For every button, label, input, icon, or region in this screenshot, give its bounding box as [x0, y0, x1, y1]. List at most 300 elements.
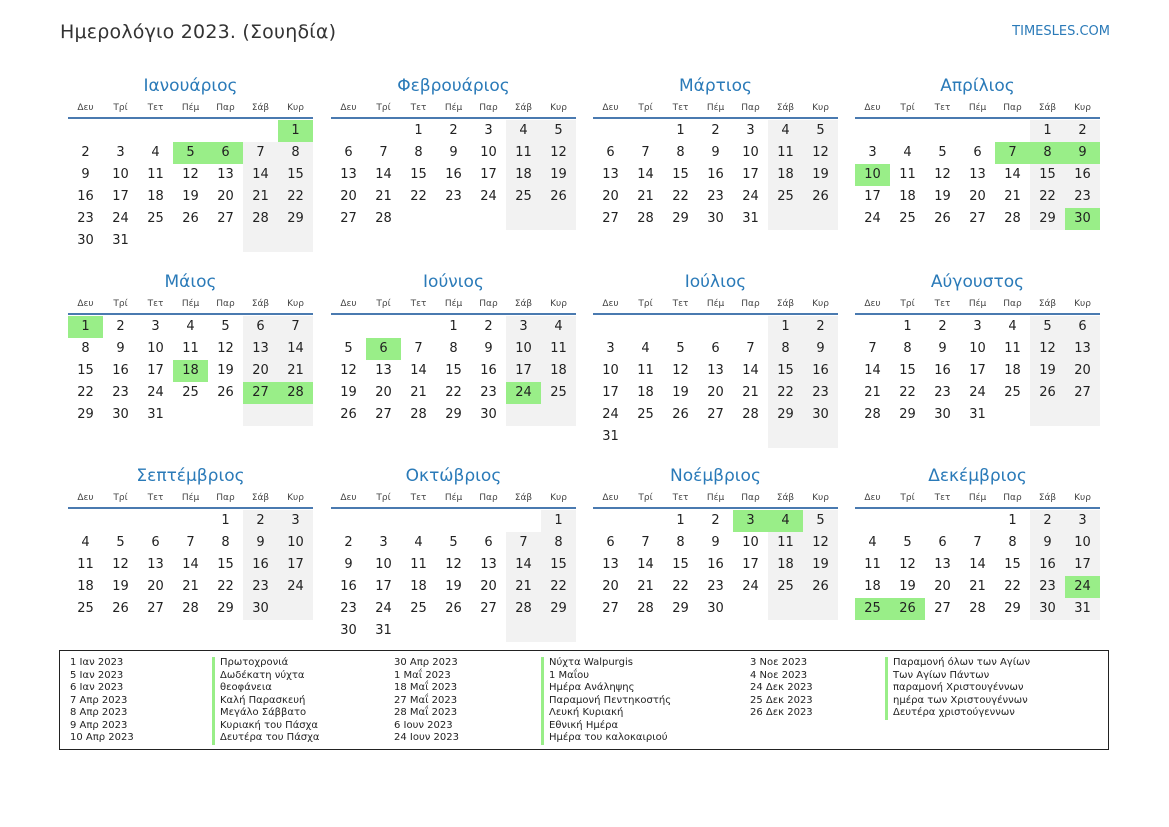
- day-cell[interactable]: 4: [641, 341, 650, 356]
- day-cell[interactable]: 6: [208, 142, 243, 164]
- day-cell[interactable]: 26: [803, 576, 838, 598]
- day-cell[interactable]: 25: [768, 186, 803, 208]
- day-cell[interactable]: 1: [676, 513, 685, 528]
- day-cell[interactable]: 29: [672, 601, 689, 616]
- day-cell[interactable]: 18: [410, 579, 427, 594]
- day-cell[interactable]: 30: [707, 211, 724, 226]
- day-cell[interactable]: 5: [344, 341, 353, 356]
- day-cell[interactable]: 6: [151, 535, 160, 550]
- day-cell[interactable]: 7: [278, 316, 313, 338]
- day-cell[interactable]: 20: [340, 189, 357, 204]
- day-cell[interactable]: 23: [340, 601, 357, 616]
- day-cell[interactable]: 8: [1008, 535, 1017, 550]
- day-cell[interactable]: 6: [484, 535, 493, 550]
- day-cell[interactable]: 24: [742, 579, 759, 594]
- day-cell[interactable]: 24: [864, 211, 881, 226]
- day-cell[interactable]: 3: [868, 145, 877, 160]
- day-cell[interactable]: 29: [445, 407, 462, 422]
- day-cell[interactable]: 9: [243, 532, 278, 554]
- day-cell[interactable]: 14: [375, 167, 392, 182]
- day-cell[interactable]: 16: [707, 167, 724, 182]
- day-cell[interactable]: 18: [768, 164, 803, 186]
- day-cell[interactable]: 9: [1065, 142, 1100, 164]
- day-cell[interactable]: 22: [768, 382, 803, 404]
- day-cell[interactable]: 15: [672, 167, 689, 182]
- day-cell[interactable]: 2: [484, 319, 493, 334]
- day-cell[interactable]: 22: [410, 189, 427, 204]
- day-cell[interactable]: 31: [602, 429, 619, 444]
- day-cell[interactable]: 11: [768, 532, 803, 554]
- day-cell[interactable]: 1: [449, 319, 458, 334]
- day-cell[interactable]: 28: [637, 601, 654, 616]
- day-cell[interactable]: 7: [186, 535, 195, 550]
- day-cell[interactable]: 13: [147, 557, 164, 572]
- day-cell[interactable]: 15: [77, 363, 94, 378]
- day-cell[interactable]: 19: [934, 189, 951, 204]
- day-cell[interactable]: 14: [182, 557, 199, 572]
- day-cell[interactable]: 24: [969, 385, 986, 400]
- day-cell[interactable]: 6: [1065, 316, 1100, 338]
- day-cell[interactable]: 22: [1004, 579, 1021, 594]
- day-cell[interactable]: 6: [606, 535, 615, 550]
- day-cell[interactable]: 1: [541, 510, 576, 532]
- day-cell[interactable]: 26: [803, 186, 838, 208]
- day-cell[interactable]: 27: [480, 601, 497, 616]
- day-cell[interactable]: 28: [637, 211, 654, 226]
- day-cell[interactable]: 12: [934, 167, 951, 182]
- day-cell[interactable]: 17: [147, 363, 164, 378]
- day-cell[interactable]: 13: [602, 557, 619, 572]
- day-cell[interactable]: 20: [707, 385, 724, 400]
- day-cell[interactable]: 18: [1004, 363, 1021, 378]
- day-cell[interactable]: 4: [414, 535, 423, 550]
- day-cell[interactable]: 30: [1065, 208, 1100, 230]
- day-cell[interactable]: 21: [375, 189, 392, 204]
- day-cell[interactable]: 24: [480, 189, 497, 204]
- day-cell[interactable]: 8: [1030, 142, 1065, 164]
- day-cell[interactable]: 15: [278, 164, 313, 186]
- day-cell[interactable]: 13: [707, 363, 724, 378]
- day-cell[interactable]: 4: [1008, 319, 1017, 334]
- day-cell[interactable]: 17: [742, 167, 759, 182]
- day-cell[interactable]: 27: [340, 211, 357, 226]
- day-cell[interactable]: 27: [969, 211, 986, 226]
- day-cell[interactable]: 11: [864, 557, 881, 572]
- day-cell[interactable]: 14: [278, 338, 313, 360]
- day-cell[interactable]: 3: [379, 535, 388, 550]
- day-cell[interactable]: 7: [973, 535, 982, 550]
- day-cell[interactable]: 12: [182, 167, 199, 182]
- day-cell[interactable]: 21: [969, 579, 986, 594]
- day-cell[interactable]: 21: [243, 186, 278, 208]
- day-cell[interactable]: 16: [340, 579, 357, 594]
- day-cell[interactable]: 27: [375, 407, 392, 422]
- day-cell[interactable]: 16: [1030, 554, 1065, 576]
- day-cell[interactable]: 24: [602, 407, 619, 422]
- day-cell[interactable]: 7: [995, 142, 1030, 164]
- day-cell[interactable]: 2: [116, 319, 125, 334]
- day-cell[interactable]: 6: [366, 338, 401, 360]
- day-cell[interactable]: 14: [243, 164, 278, 186]
- day-cell[interactable]: 28: [742, 407, 759, 422]
- day-cell[interactable]: 11: [637, 363, 654, 378]
- day-cell[interactable]: 1: [221, 513, 230, 528]
- day-cell[interactable]: 18: [768, 554, 803, 576]
- day-cell[interactable]: 10: [969, 341, 986, 356]
- day-cell[interactable]: 10: [1065, 532, 1100, 554]
- day-cell[interactable]: 19: [672, 385, 689, 400]
- day-cell[interactable]: 27: [602, 601, 619, 616]
- day-cell[interactable]: 17: [375, 579, 392, 594]
- site-link[interactable]: TIMESLES.COM: [1012, 24, 1110, 39]
- day-cell[interactable]: 12: [803, 532, 838, 554]
- day-cell[interactable]: 3: [746, 123, 755, 138]
- day-cell[interactable]: 29: [768, 404, 803, 426]
- day-cell[interactable]: 23: [934, 385, 951, 400]
- day-cell[interactable]: 24: [506, 382, 541, 404]
- day-cell[interactable]: 11: [182, 341, 199, 356]
- day-cell[interactable]: 24: [375, 601, 392, 616]
- day-cell[interactable]: 13: [217, 167, 234, 182]
- day-cell[interactable]: 2: [81, 145, 90, 160]
- day-cell[interactable]: 20: [602, 189, 619, 204]
- day-cell[interactable]: 5: [676, 341, 685, 356]
- day-cell[interactable]: 3: [973, 319, 982, 334]
- day-cell[interactable]: 22: [278, 186, 313, 208]
- day-cell[interactable]: 26: [934, 211, 951, 226]
- day-cell[interactable]: 15: [217, 557, 234, 572]
- day-cell[interactable]: 29: [77, 407, 94, 422]
- day-cell[interactable]: 30: [480, 407, 497, 422]
- day-cell[interactable]: 10: [855, 164, 890, 186]
- day-cell[interactable]: 20: [1065, 360, 1100, 382]
- day-cell[interactable]: 13: [602, 167, 619, 182]
- day-cell[interactable]: 4: [768, 120, 803, 142]
- day-cell[interactable]: 29: [672, 211, 689, 226]
- day-cell[interactable]: 3: [484, 123, 493, 138]
- day-cell[interactable]: 10: [278, 532, 313, 554]
- day-cell[interactable]: 12: [340, 363, 357, 378]
- day-cell[interactable]: 3: [278, 510, 313, 532]
- day-cell[interactable]: 5: [1030, 316, 1065, 338]
- day-cell[interactable]: 9: [449, 145, 458, 160]
- day-cell[interactable]: 28: [410, 407, 427, 422]
- day-cell[interactable]: 2: [803, 316, 838, 338]
- day-cell[interactable]: 10: [147, 341, 164, 356]
- day-cell[interactable]: 20: [969, 189, 986, 204]
- day-cell[interactable]: 20: [480, 579, 497, 594]
- day-cell[interactable]: 16: [707, 557, 724, 572]
- day-cell[interactable]: 4: [506, 120, 541, 142]
- day-cell[interactable]: 13: [969, 167, 986, 182]
- day-cell[interactable]: 26: [1030, 382, 1065, 404]
- day-cell[interactable]: 11: [541, 338, 576, 360]
- day-cell[interactable]: 13: [340, 167, 357, 182]
- day-cell[interactable]: 30: [707, 601, 724, 616]
- day-cell[interactable]: 1: [676, 123, 685, 138]
- day-cell[interactable]: 30: [77, 233, 94, 248]
- day-cell[interactable]: 26: [672, 407, 689, 422]
- day-cell[interactable]: 23: [77, 211, 94, 226]
- day-cell[interactable]: 8: [903, 341, 912, 356]
- day-cell[interactable]: 9: [344, 557, 353, 572]
- day-cell[interactable]: 9: [81, 167, 90, 182]
- day-cell[interactable]: 13: [480, 557, 497, 572]
- day-cell[interactable]: 4: [868, 535, 877, 550]
- day-cell[interactable]: 9: [484, 341, 493, 356]
- day-cell[interactable]: 17: [864, 189, 881, 204]
- day-cell[interactable]: 31: [112, 233, 129, 248]
- day-cell[interactable]: 23: [243, 576, 278, 598]
- day-cell[interactable]: 19: [541, 164, 576, 186]
- day-cell[interactable]: 2: [938, 319, 947, 334]
- day-cell[interactable]: 7: [641, 145, 650, 160]
- day-cell[interactable]: 7: [414, 341, 423, 356]
- day-cell[interactable]: 2: [711, 513, 720, 528]
- day-cell[interactable]: 4: [768, 510, 803, 532]
- day-cell[interactable]: 30: [340, 623, 357, 638]
- day-cell[interactable]: 19: [803, 554, 838, 576]
- day-cell[interactable]: 19: [112, 579, 129, 594]
- day-cell[interactable]: 30: [243, 598, 278, 620]
- day-cell[interactable]: 16: [243, 554, 278, 576]
- day-cell[interactable]: 21: [637, 579, 654, 594]
- day-cell[interactable]: 17: [1065, 554, 1100, 576]
- day-cell[interactable]: 19: [803, 164, 838, 186]
- day-cell[interactable]: 19: [1030, 360, 1065, 382]
- day-cell[interactable]: 24: [742, 189, 759, 204]
- day-cell[interactable]: 15: [410, 167, 427, 182]
- day-cell[interactable]: 5: [221, 319, 230, 334]
- day-cell[interactable]: 9: [711, 535, 720, 550]
- day-cell[interactable]: 15: [672, 557, 689, 572]
- day-cell[interactable]: 27: [147, 601, 164, 616]
- day-cell[interactable]: 12: [217, 341, 234, 356]
- day-cell[interactable]: 15: [541, 554, 576, 576]
- day-cell[interactable]: 22: [445, 385, 462, 400]
- day-cell[interactable]: 6: [344, 145, 353, 160]
- day-cell[interactable]: 11: [410, 557, 427, 572]
- day-cell[interactable]: 6: [711, 341, 720, 356]
- day-cell[interactable]: 25: [506, 186, 541, 208]
- day-cell[interactable]: 21: [1004, 189, 1021, 204]
- day-cell[interactable]: 20: [147, 579, 164, 594]
- day-cell[interactable]: 16: [445, 167, 462, 182]
- day-cell[interactable]: 8: [676, 145, 685, 160]
- day-cell[interactable]: 19: [182, 189, 199, 204]
- day-cell[interactable]: 31: [1065, 598, 1100, 620]
- day-cell[interactable]: 21: [864, 385, 881, 400]
- day-cell[interactable]: 14: [969, 557, 986, 572]
- day-cell[interactable]: 20: [217, 189, 234, 204]
- day-cell[interactable]: 22: [672, 189, 689, 204]
- day-cell[interactable]: 9: [1030, 532, 1065, 554]
- day-cell[interactable]: 27: [707, 407, 724, 422]
- day-cell[interactable]: 18: [77, 579, 94, 594]
- day-cell[interactable]: 29: [541, 598, 576, 620]
- day-cell[interactable]: 5: [449, 535, 458, 550]
- day-cell[interactable]: 6: [606, 145, 615, 160]
- day-cell[interactable]: 22: [541, 576, 576, 598]
- day-cell[interactable]: 25: [1004, 385, 1021, 400]
- day-cell[interactable]: 20: [375, 385, 392, 400]
- day-cell[interactable]: 22: [217, 579, 234, 594]
- day-cell[interactable]: 5: [116, 535, 125, 550]
- day-cell[interactable]: 21: [278, 360, 313, 382]
- day-cell[interactable]: 18: [637, 385, 654, 400]
- day-cell[interactable]: 21: [182, 579, 199, 594]
- day-cell[interactable]: 1: [278, 120, 313, 142]
- day-cell[interactable]: 25: [182, 385, 199, 400]
- day-cell[interactable]: 24: [112, 211, 129, 226]
- day-cell[interactable]: 8: [768, 338, 803, 360]
- day-cell[interactable]: 17: [602, 385, 619, 400]
- day-cell[interactable]: 16: [112, 363, 129, 378]
- day-cell[interactable]: 22: [77, 385, 94, 400]
- day-cell[interactable]: 10: [742, 145, 759, 160]
- day-cell[interactable]: 17: [742, 557, 759, 572]
- day-cell[interactable]: 25: [410, 601, 427, 616]
- day-cell[interactable]: 19: [445, 579, 462, 594]
- day-cell[interactable]: 29: [217, 601, 234, 616]
- day-cell[interactable]: 13: [375, 363, 392, 378]
- day-cell[interactable]: 12: [672, 363, 689, 378]
- day-cell[interactable]: 10: [480, 145, 497, 160]
- day-cell[interactable]: 6: [243, 316, 278, 338]
- day-cell[interactable]: 5: [803, 120, 838, 142]
- day-cell[interactable]: 15: [1004, 557, 1021, 572]
- day-cell[interactable]: 20: [934, 579, 951, 594]
- day-cell[interactable]: 11: [768, 142, 803, 164]
- day-cell[interactable]: 3: [606, 341, 615, 356]
- day-cell[interactable]: 3: [1065, 510, 1100, 532]
- day-cell[interactable]: 17: [480, 167, 497, 182]
- day-cell[interactable]: 29: [278, 208, 313, 230]
- day-cell[interactable]: 25: [768, 576, 803, 598]
- day-cell[interactable]: 27: [217, 211, 234, 226]
- day-cell[interactable]: 4: [186, 319, 195, 334]
- day-cell[interactable]: 2: [344, 535, 353, 550]
- day-cell[interactable]: 25: [855, 598, 890, 620]
- day-cell[interactable]: 28: [1004, 211, 1021, 226]
- day-cell[interactable]: 29: [899, 407, 916, 422]
- day-cell[interactable]: 16: [934, 363, 951, 378]
- day-cell[interactable]: 28: [278, 382, 313, 404]
- day-cell[interactable]: 28: [969, 601, 986, 616]
- day-cell[interactable]: 18: [541, 360, 576, 382]
- day-cell[interactable]: 30: [112, 407, 129, 422]
- day-cell[interactable]: 8: [278, 142, 313, 164]
- day-cell[interactable]: 23: [707, 579, 724, 594]
- day-cell[interactable]: 15: [445, 363, 462, 378]
- day-cell[interactable]: 16: [803, 360, 838, 382]
- day-cell[interactable]: 2: [243, 510, 278, 532]
- day-cell[interactable]: 10: [375, 557, 392, 572]
- day-cell[interactable]: 31: [969, 407, 986, 422]
- day-cell[interactable]: 16: [77, 189, 94, 204]
- day-cell[interactable]: 12: [899, 557, 916, 572]
- day-cell[interactable]: 30: [1030, 598, 1065, 620]
- day-cell[interactable]: 19: [340, 385, 357, 400]
- day-cell[interactable]: 30: [934, 407, 951, 422]
- day-cell[interactable]: 19: [217, 363, 234, 378]
- day-cell[interactable]: 27: [934, 601, 951, 616]
- day-cell[interactable]: 31: [375, 623, 392, 638]
- day-cell[interactable]: 15: [1030, 164, 1065, 186]
- day-cell[interactable]: 3: [151, 319, 160, 334]
- day-cell[interactable]: 8: [414, 145, 423, 160]
- day-cell[interactable]: 17: [506, 360, 541, 382]
- day-cell[interactable]: 2: [1030, 510, 1065, 532]
- day-cell[interactable]: 12: [112, 557, 129, 572]
- day-cell[interactable]: 23: [445, 189, 462, 204]
- day-cell[interactable]: 23: [1065, 186, 1100, 208]
- day-cell[interactable]: 24: [147, 385, 164, 400]
- day-cell[interactable]: 27: [602, 211, 619, 226]
- day-cell[interactable]: 28: [506, 598, 541, 620]
- day-cell[interactable]: 7: [379, 145, 388, 160]
- day-cell[interactable]: 11: [1004, 341, 1021, 356]
- day-cell[interactable]: 2: [711, 123, 720, 138]
- day-cell[interactable]: 28: [864, 407, 881, 422]
- day-cell[interactable]: 2: [1065, 120, 1100, 142]
- day-cell[interactable]: 20: [602, 579, 619, 594]
- day-cell[interactable]: 18: [173, 360, 208, 382]
- day-cell[interactable]: 21: [506, 576, 541, 598]
- day-cell[interactable]: 14: [637, 167, 654, 182]
- day-cell[interactable]: 13: [934, 557, 951, 572]
- day-cell[interactable]: 22: [899, 385, 916, 400]
- day-cell[interactable]: 7: [641, 535, 650, 550]
- day-cell[interactable]: 8: [221, 535, 230, 550]
- day-cell[interactable]: 26: [541, 186, 576, 208]
- day-cell[interactable]: 4: [151, 145, 160, 160]
- day-cell[interactable]: 18: [864, 579, 881, 594]
- day-cell[interactable]: 20: [243, 360, 278, 382]
- day-cell[interactable]: 2: [449, 123, 458, 138]
- day-cell[interactable]: 26: [182, 211, 199, 226]
- day-cell[interactable]: 25: [541, 382, 576, 404]
- day-cell[interactable]: 30: [803, 404, 838, 426]
- day-cell[interactable]: 28: [182, 601, 199, 616]
- day-cell[interactable]: 9: [711, 145, 720, 160]
- day-cell[interactable]: 25: [147, 211, 164, 226]
- day-cell[interactable]: 10: [602, 363, 619, 378]
- day-cell[interactable]: 8: [676, 535, 685, 550]
- day-cell[interactable]: 25: [77, 601, 94, 616]
- day-cell[interactable]: 27: [1065, 382, 1100, 404]
- day-cell[interactable]: 8: [541, 532, 576, 554]
- day-cell[interactable]: 14: [864, 363, 881, 378]
- day-cell[interactable]: 10: [506, 338, 541, 360]
- day-cell[interactable]: 11: [506, 142, 541, 164]
- day-cell[interactable]: 21: [742, 385, 759, 400]
- day-cell[interactable]: 12: [445, 557, 462, 572]
- day-cell[interactable]: 12: [541, 142, 576, 164]
- day-cell[interactable]: 11: [147, 167, 164, 182]
- day-cell[interactable]: 3: [506, 316, 541, 338]
- day-cell[interactable]: 1: [1030, 120, 1065, 142]
- day-cell[interactable]: 24: [278, 576, 313, 598]
- day-cell[interactable]: 27: [243, 382, 278, 404]
- day-cell[interactable]: 3: [733, 510, 768, 532]
- day-cell[interactable]: 26: [890, 598, 925, 620]
- day-cell[interactable]: 23: [707, 189, 724, 204]
- day-cell[interactable]: 18: [506, 164, 541, 186]
- day-cell[interactable]: 9: [938, 341, 947, 356]
- day-cell[interactable]: 14: [637, 557, 654, 572]
- day-cell[interactable]: 25: [637, 407, 654, 422]
